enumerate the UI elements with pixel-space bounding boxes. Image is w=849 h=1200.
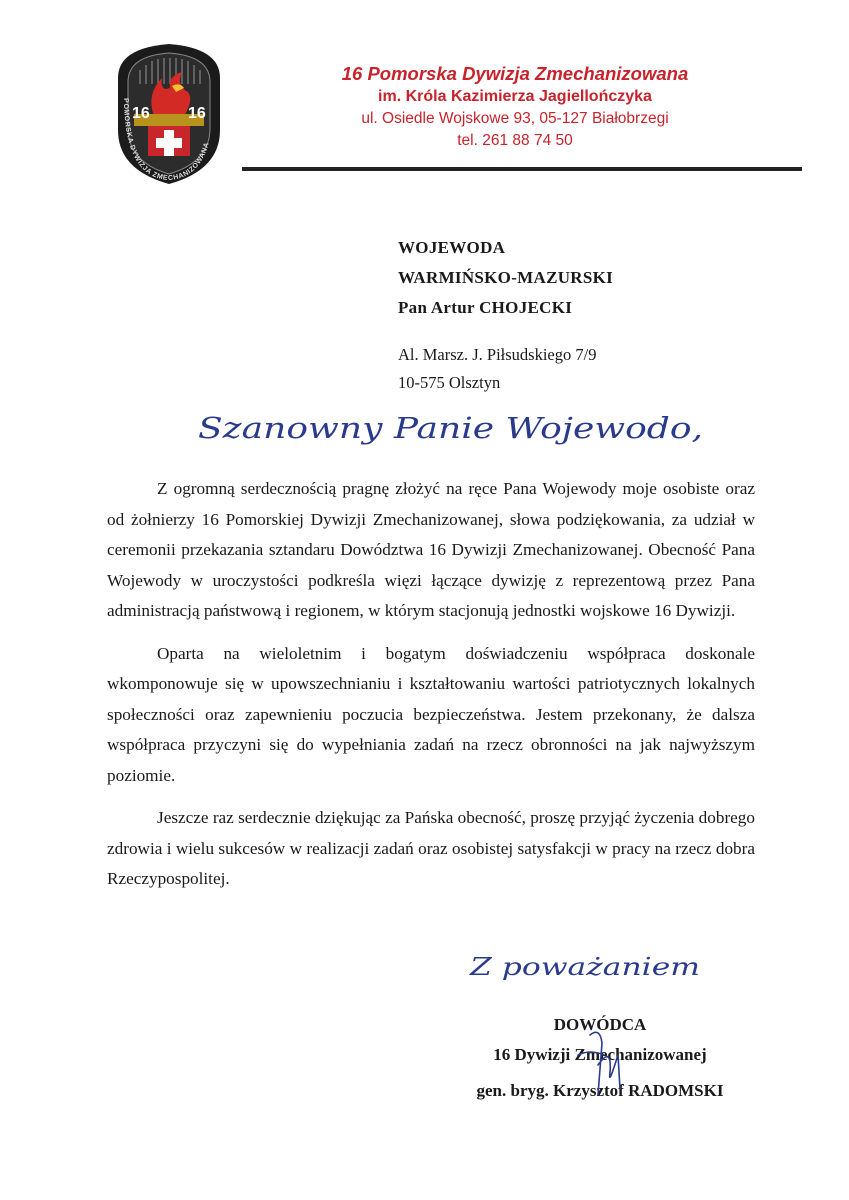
letter-body	[107, 474, 755, 907]
division-emblem	[110, 38, 228, 188]
unit-address: ul. Osiedle Wojskowe 93, 05-127 Białobrzegi	[361, 110, 669, 127]
recipient-street: Al. Marsz. J. Piłsudskiego 7/9	[398, 345, 597, 364]
body-paragraph-1: Z ogromną serdecznością pragnę złożyć na ręce Pana Wojewody moje osobiste oraz od żołnierzy 16 Pomorskiej Dywizji Zmechanizowanej, słowa podziękowania, za udział w ceremonii przekazania sztandaru Dowództwa 16 Dywizji Zmechanizowanej. Obecność Pana Wojewody w uroczystości podkreśla więzi łączące dywizję z reprezentową przez Pana administracją państwową i regionem, w którym stacjonują jednostki wojskowe 16 Dywizji.	[107, 479, 755, 620]
unit-phone: tel. 261 88 74 50	[457, 132, 573, 149]
handwritten-signature	[560, 1025, 630, 1105]
emblem-number-right: 16	[188, 105, 206, 122]
letterhead-divider	[242, 167, 802, 171]
recipient-block	[398, 233, 613, 323]
body-paragraph-2: Oparta na wieloletnim i bogatym doświadczeniu współpraca doskonale wkomponowuje się w upowszechnianiu i kształtowaniu wartości patriotycznych lokalnych społeczności oraz zapewnieniu poczucia bezpieczeństwa. Jestem przekonany, że dalsza współpraca przyczyni się do wypełniania zadań na rzecz obronności na jak najwyższym poziomie.	[107, 643, 755, 785]
unit-name: 16 Pomorska Dywizja Zmechanizowana	[341, 63, 689, 84]
letterhead	[250, 62, 780, 152]
recipient-region: WARMIŃSKO-MAZURSKI	[398, 268, 614, 287]
handwritten-closing	[466, 945, 706, 987]
body-paragraph-3: Jeszcze raz serdecznie dziękując za Pańska obecność, proszę przyjąć życzenia dobrego zdrowia i wielu sukcesów w realizacji zadań oraz osobistej satysfakcji w pracy na rzecz dobra Rzeczypospolitej.	[107, 808, 755, 888]
unit-patron: im. Króla Kazimierza Jagiellończyka	[378, 88, 652, 105]
greeting-text: Szanowny Panie Wojewodo,	[198, 411, 703, 445]
recipient-city: 10-575 Olsztyn	[398, 373, 501, 392]
signer-unit: 16 Dywizji Zmechanizowanej	[493, 1045, 707, 1064]
closing-text: Z poważaniem	[468, 953, 700, 981]
signer-role: DOWÓDCA	[553, 1015, 647, 1034]
emblem-ring-text: POMORSKA DYWIZJA ZMECHANIZOWANA	[121, 98, 211, 183]
emblem-number-left: 16	[132, 105, 150, 122]
recipient-name: Pan Artur CHOJECKI	[398, 298, 573, 317]
recipient-title: WOJEWODA	[398, 238, 506, 257]
handwritten-greeting	[192, 402, 712, 457]
recipient-address	[398, 341, 596, 397]
signer-name: gen. bryg. Krzysztof RADOMSKI	[476, 1081, 724, 1100]
